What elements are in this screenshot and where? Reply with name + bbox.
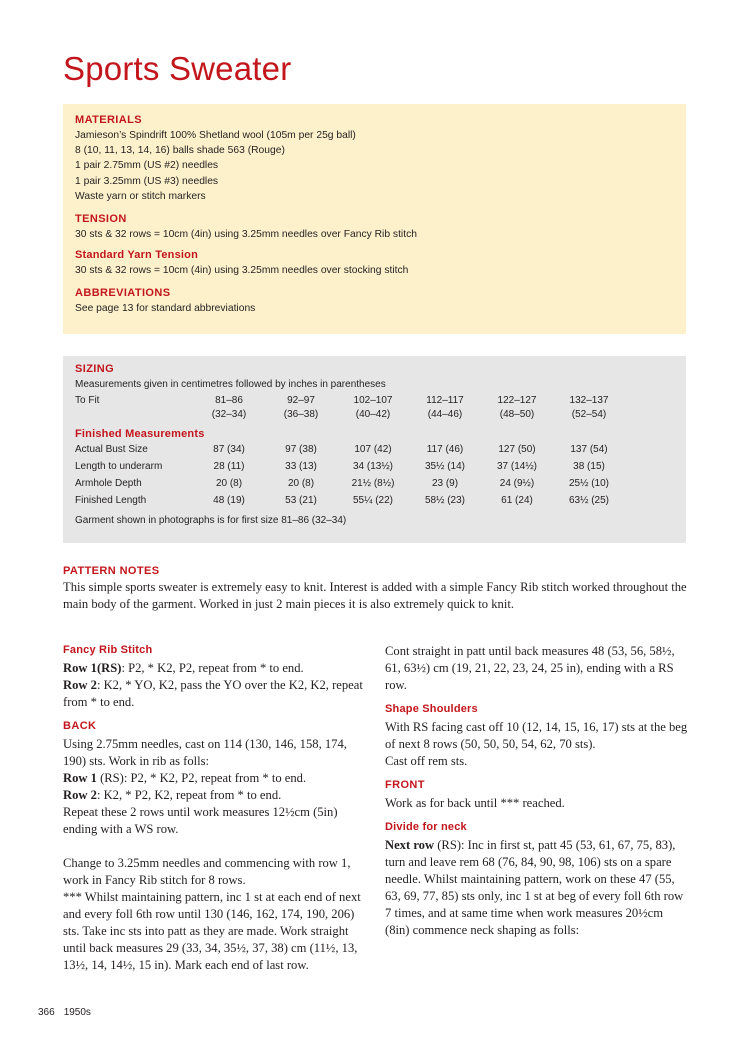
fit-cell: 112–117 (44–46) (426, 395, 464, 421)
pattern-notes-text: This simple sports sweater is extremely easy to knit. Interest is added with a simple Fancy Rib stitch worked throughout the main body of the garment. Worked in just 2 main pieces it is also extremely quick to knit. (63, 580, 687, 611)
back-heading: BACK (63, 720, 97, 732)
fit-cell: 132–137 (52–54) (569, 395, 609, 421)
materials-heading: MATERIALS (75, 114, 142, 126)
fit-cell: 102–107 (40–42) (353, 395, 393, 421)
back-row2: Row 2: K2, * P2, K2, repeat from * to end. (63, 788, 282, 802)
table-row: Actual Bust Size 87 (34) 97 (38) 107 (42) 117 (46) 127 (50) 137 (54) (75, 444, 608, 456)
fancy-rib-row2: Row 2: K2, * YO, K2, pass the YO over the K2, K2, repeat from * to end. (63, 678, 363, 709)
abbreviations-text: See page 13 for standard abbreviations (75, 303, 256, 315)
fit-cell: 122–127 (48–50) (497, 395, 537, 421)
front-paragraph: Work as for back until *** reached. (385, 796, 565, 810)
fancy-rib-row1: Row 1(RS): P2, * K2, P2, repeat from * to end. (63, 661, 304, 675)
divide-neck-heading: Divide for neck (385, 821, 467, 833)
back-paragraph: Cont straight in patt until back measures 48 (53, 56, 58½, 61, 63½) cm (19, 21, 22, 23, 24, 25 in), ending with a RS row. (385, 644, 675, 692)
materials-panel (63, 104, 686, 334)
back-paragraph: Repeat these 2 rows until work measures 12½cm (5in) ending with a WS row. (63, 805, 338, 836)
section-name: 1950s (63, 1007, 91, 1018)
tension-text: 30 sts & 32 rows = 10cm (4in) using 3.25mm needles over Fancy Rib stitch (75, 229, 417, 241)
left-column (63, 643, 363, 974)
back-paragraph: Change to 3.25mm needles and commencing with row 1, work in Fancy Rib stitch for 8 rows. (63, 856, 351, 887)
finished-measurements-heading: Finished Measurements (75, 428, 205, 441)
materials-line: 1 pair 3.25mm (US #3) needles (75, 175, 219, 187)
shape-shoulders-paragraph: With RS facing cast off 10 (12, 14, 15, 16, 17) sts at the beg of next 8 rows (50, 50, 50, 54, 62, 70 sts). (385, 720, 688, 751)
garment-note: Garment shown in photographs is for first size 81–86 (32–34) (75, 515, 347, 527)
materials-line: 1 pair 2.75mm (US #2) needles (75, 160, 219, 172)
fit-cell: 81–86 (32–34) (211, 395, 247, 421)
abbreviations-heading: ABBREVIATIONS (75, 287, 171, 300)
fancy-rib-heading: Fancy Rib Stitch (63, 644, 153, 656)
standard-tension-text: 30 sts & 32 rows = 10cm (4in) using 3.25mm needles over stocking stitch (75, 265, 409, 277)
sizing-intro: Measurements given in centimetres followed by inches in parentheses (75, 379, 386, 390)
front-heading: FRONT (385, 779, 425, 791)
divide-neck-paragraph: Next row (RS): Inc in first st, patt 45 (53, 61, 67, 75, 83), turn and leave rem 68 (76, 84, 90, 98, 106) sts on a spare needle. Whilst maintaining pattern, work on these 47 (55, 63, 69, 77, 85) sts only, inc 1 st at beg of every foll 6th row 7 times, and at same time when work measures 20½cm (8in) commence neck shaping as folls: (385, 838, 684, 937)
table-row: Length to underarm 28 (11) 33 (13) 34 (13½) 35½ (14) 37 (14½) 38 (15) (75, 461, 605, 473)
fit-cell: 92–97 (36–38) (283, 395, 319, 421)
shape-shoulders-paragraph: Cast off rem sts. (385, 754, 468, 768)
page-footer (38, 1007, 100, 1018)
materials-line: Waste yarn or stitch markers (75, 190, 206, 202)
materials-line: 8 (10, 11, 13, 14, 16) balls shade 563 (Rouge) (75, 145, 285, 157)
table-row: Armhole Depth 20 (8) 20 (8) 21½ (8½) 23 (9) 24 (9½) 25½ (10) (75, 478, 610, 490)
shape-shoulders-heading: Shape Shoulders (385, 703, 478, 715)
back-paragraph: *** Whilst maintaining pattern, inc 1 st at each end of next and every foll 6th row until 130 (146, 162, 174, 190, 206) sts. Take inc sts into patt as they are made. Work straight until back measures 29 (33, 34, 35½, 37, 38) cm (11½, 13, 13½, 14, 14½, 15 in). Mark each end of last row. (63, 890, 361, 972)
pattern-notes-heading: PATTERN NOTES (63, 565, 160, 577)
page-number: 366 (38, 1007, 55, 1018)
back-row1: Row 1 (RS): P2, * K2, P2, repeat from * to end. (63, 771, 307, 785)
materials-line: Jamieson’s Spindrift 100% Shetland wool (105m per 25g ball) (75, 130, 356, 141)
sizing-heading: SIZING (75, 363, 115, 375)
sizing-panel (63, 356, 686, 543)
right-column (385, 643, 690, 939)
pattern-notes (63, 564, 689, 613)
back-paragraph: Using 2.75mm needles, cast on 114 (130, 146, 158, 174, 190) sts. Work in rib as folls: (63, 737, 347, 768)
fit-row (75, 394, 674, 424)
tension-heading: TENSION (75, 213, 127, 226)
standard-tension-heading: Standard Yarn Tension (75, 249, 198, 262)
fit-label: To Fit (75, 395, 100, 407)
page-title: Sports Sweater (63, 50, 292, 87)
table-row: Finished Length 48 (19) 53 (21) 55¼ (22) 58½ (23) 61 (24) 63½ (25) (75, 495, 610, 507)
